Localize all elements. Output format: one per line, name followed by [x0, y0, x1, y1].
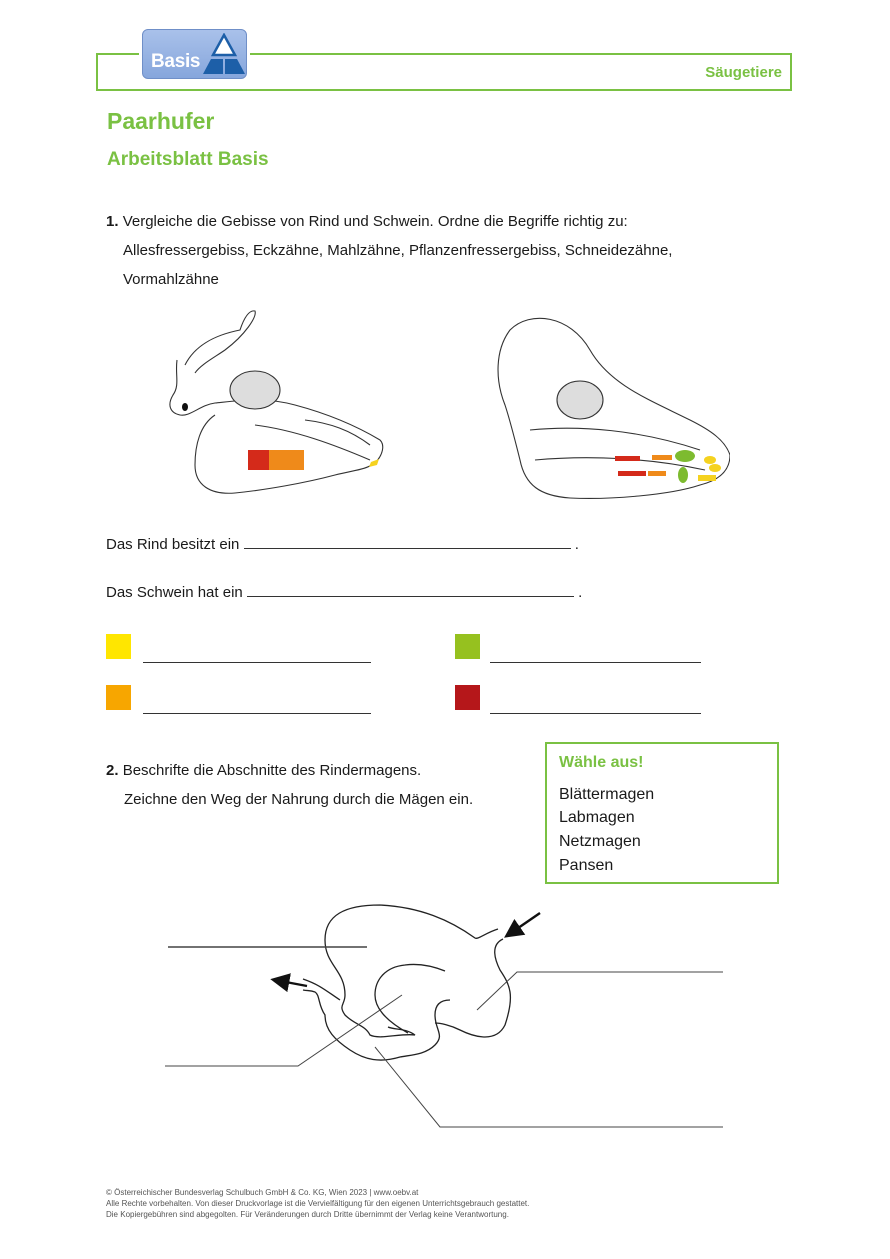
- page-subtitle: Arbeitsblatt Basis: [107, 149, 269, 170]
- swatch-orange: [106, 685, 131, 710]
- task1-text: Vergleiche die Gebisse von Rind und Schwein. Ordne die Begriffe richtig zu:: [122, 213, 628, 230]
- label-leader-lines: [165, 947, 723, 1127]
- task1-terms-line1: Allesfressergebiss, Eckzähne, Mahlzähne, Pflanzenfressergebiss, Schneidezähne,: [123, 242, 673, 259]
- task2-line2: Zeichne den Weg der Nahrung durch die Mägen ein.: [124, 791, 474, 808]
- stomach-outline: [303, 905, 510, 1060]
- sentence-cow: [106, 536, 579, 553]
- answer-blank-pig[interactable]: [247, 596, 574, 597]
- logo-text: Basis: [151, 51, 201, 72]
- word-bank-item: Blättermagen: [559, 786, 655, 803]
- answer-blank-cow[interactable]: [244, 548, 571, 549]
- word-bank-item: Labmagen: [559, 809, 635, 826]
- cow-incisors: [369, 459, 379, 467]
- cow-molars: [248, 450, 304, 470]
- cow-stomach-diagram: [160, 895, 730, 1140]
- pig-upper-canine: [675, 450, 695, 462]
- label-line-right: [477, 972, 723, 1010]
- sentence-pig-text: Das Schwein hat ein: [106, 584, 243, 601]
- footer-line-3: Die Kopiergebühren sind abgegolten. Für Veränderungen durch Dritte übernimmt der Verlag keine Verantwortung.: [106, 1210, 509, 1219]
- swatch-yellow: [106, 634, 131, 659]
- footer-line-1: © Österreichischer Bundesverlag Schulbuch GmbH & Co. KG, Wien 2023 | www.oebv.at: [106, 1188, 419, 1197]
- task1-terms-line2: Vormahlzähne: [123, 271, 219, 288]
- pig-skull-illustration: [490, 310, 730, 505]
- label-line-bottom-right: [375, 1047, 723, 1127]
- cow-skull-illustration: [155, 305, 390, 505]
- food-in-arrow: [508, 913, 540, 935]
- word-bank-item: Pansen: [559, 857, 614, 874]
- answer-line-red[interactable]: [490, 713, 701, 714]
- sentence-pig: [106, 584, 582, 601]
- task2-line1: [106, 762, 421, 779]
- swatch-red: [455, 685, 480, 710]
- sentence-cow-period: .: [574, 536, 579, 553]
- word-bank-box: [545, 742, 779, 884]
- task2-text: Beschrifte die Abschnitte des Rindermagens.: [122, 762, 422, 779]
- topic-label: Säugetiere: [705, 64, 782, 81]
- sentence-cow-text: Das Rind besitzt ein: [106, 536, 240, 553]
- word-bank-item: Netzmagen: [559, 833, 641, 850]
- task1-instruction: [106, 213, 628, 230]
- answer-line-orange[interactable]: [143, 713, 371, 714]
- pig-lower-canine: [678, 467, 688, 483]
- pyramid-icon: [203, 33, 245, 75]
- basis-logo: [142, 29, 247, 79]
- food-out-arrow: [275, 980, 307, 986]
- footer-line-2: Alle Rechte vorbehalten. Von dieser Druckvorlage ist die Vervielfältigung für den eigenen Unterrichtsgebrauch gestattet.: [106, 1199, 530, 1208]
- answer-line-yellow[interactable]: [143, 662, 371, 663]
- sentence-pig-period: .: [578, 584, 583, 601]
- task2-number: 2.: [106, 762, 119, 779]
- answer-line-green[interactable]: [490, 662, 701, 663]
- copyright-footer: [106, 1187, 529, 1220]
- swatch-green: [455, 634, 480, 659]
- page-title: Paarhufer: [107, 108, 215, 134]
- word-bank-title: Wähle aus!: [559, 754, 644, 771]
- task1-number: 1.: [106, 213, 119, 230]
